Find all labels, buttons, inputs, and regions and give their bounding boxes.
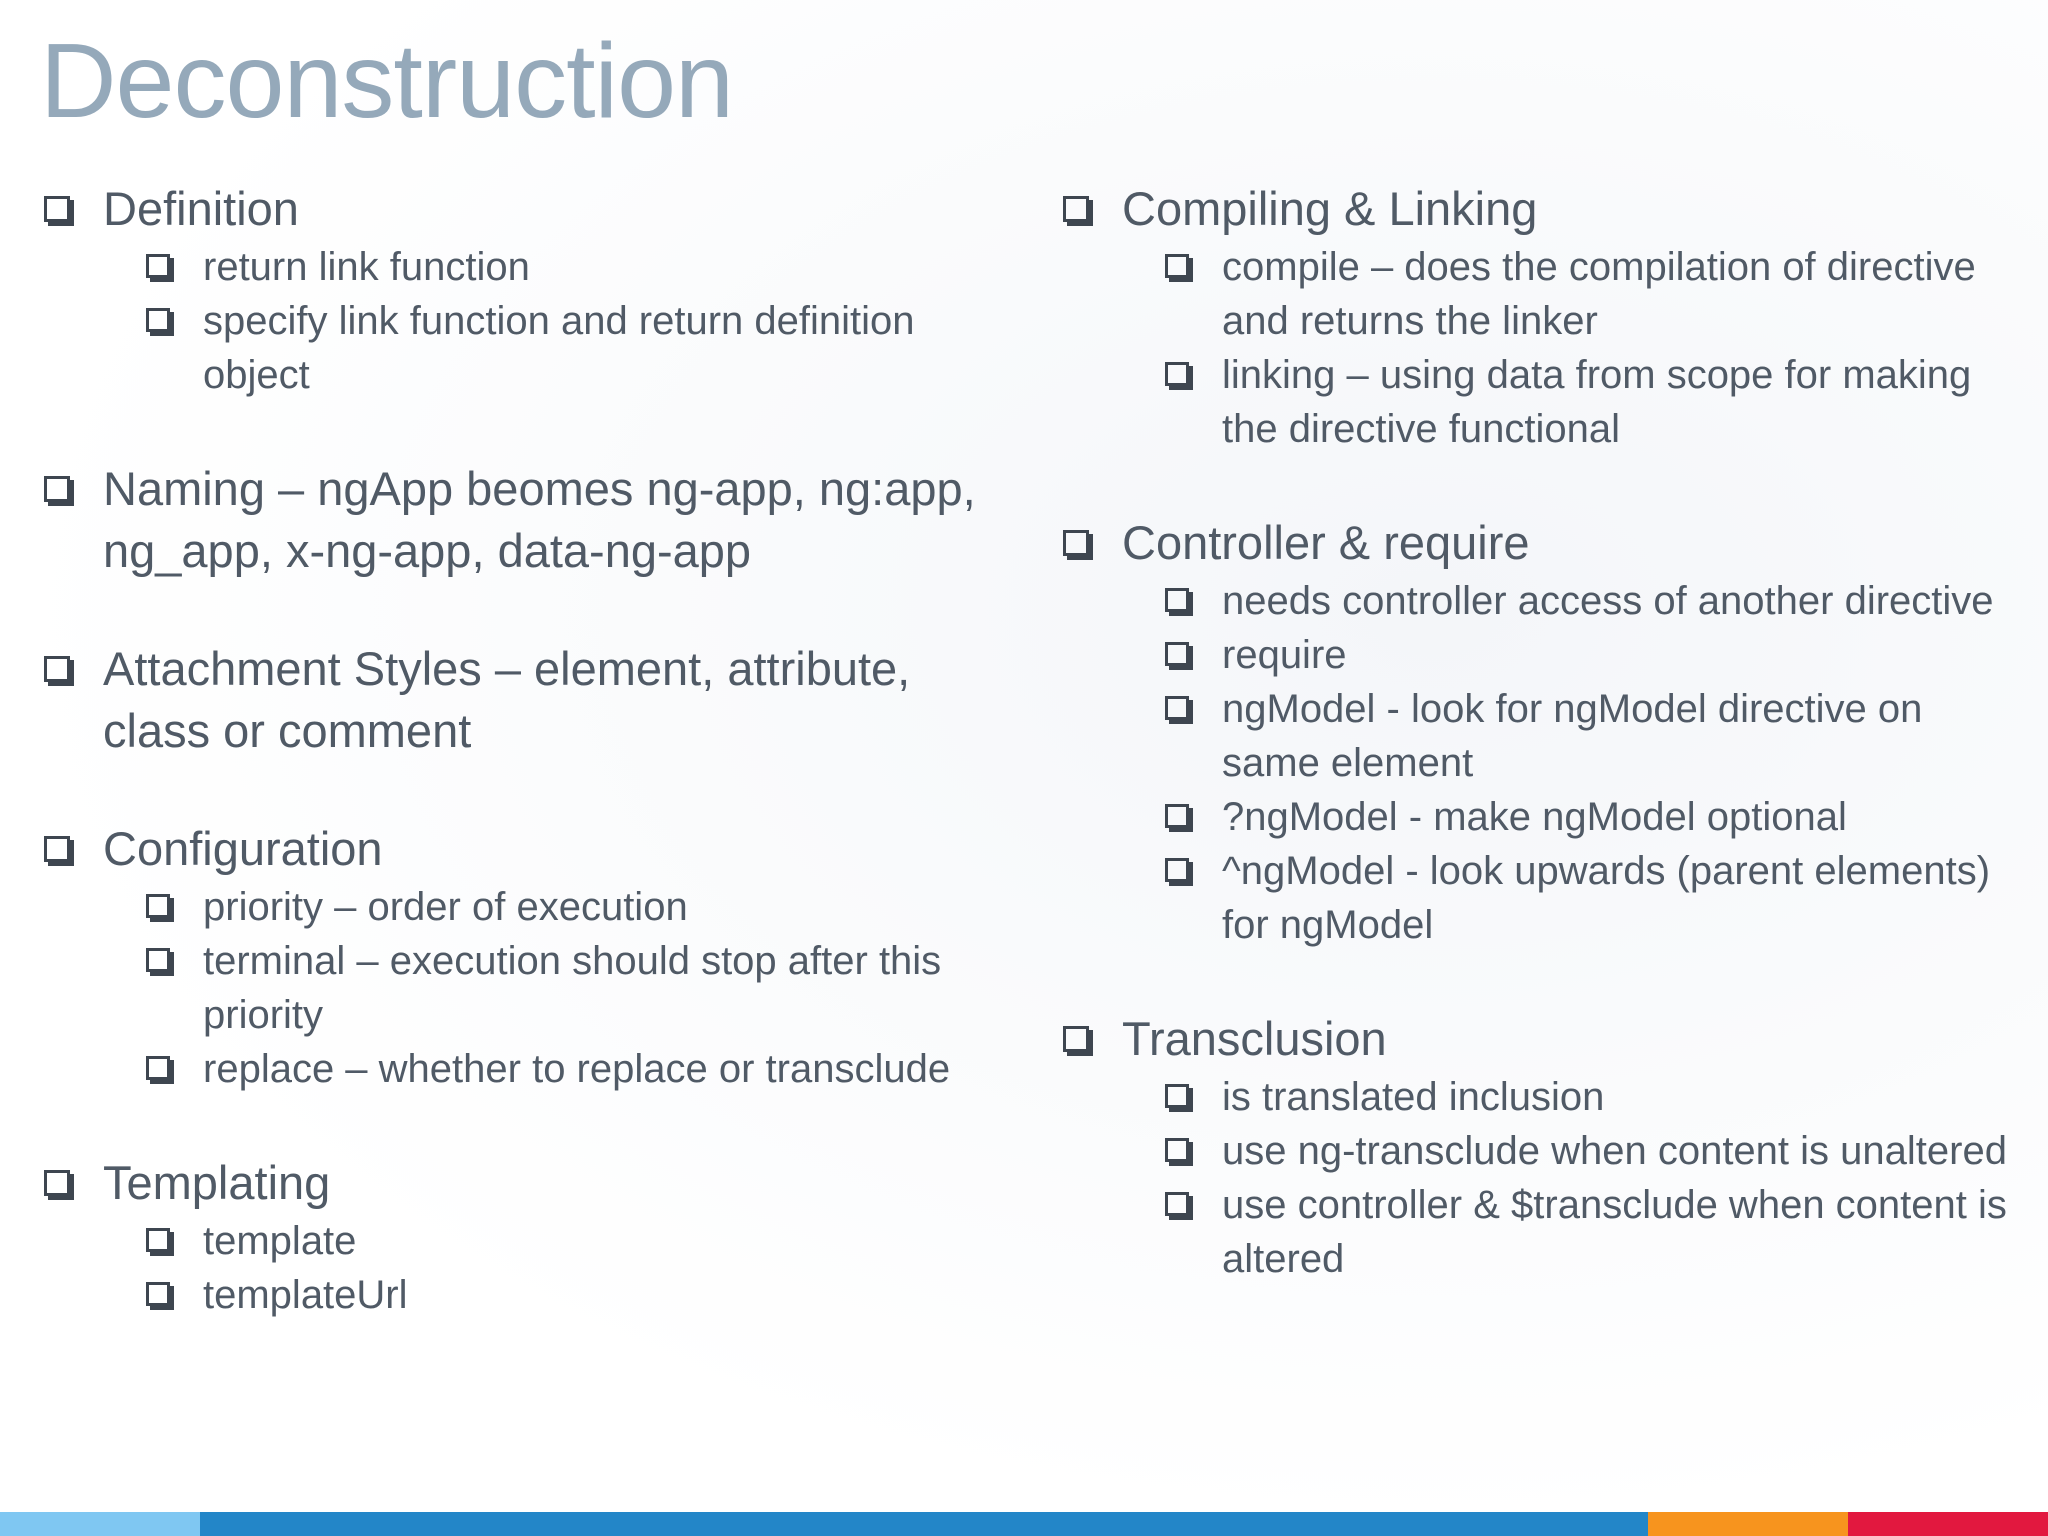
checkbox-bullet-icon <box>1063 530 1089 556</box>
slide-title: Deconstruction <box>40 22 734 140</box>
checkbox-bullet-icon <box>146 948 170 972</box>
bullet-group <box>1059 1008 2019 1286</box>
checkbox-bullet-icon <box>1165 696 1189 720</box>
sub-bullet-label: specify link function and return definition object <box>203 299 915 397</box>
bullet-item-label: Controller & require <box>1122 516 1530 569</box>
checkbox-bullet-icon <box>146 254 170 278</box>
checkbox-bullet-icon <box>146 1228 170 1252</box>
sub-bullet-item <box>1161 682 2019 790</box>
sub-bullet-label: use controller & $transclude when content is altered <box>1222 1183 2007 1281</box>
checkbox-bullet-icon <box>44 196 70 222</box>
bullet-item <box>40 458 1000 582</box>
sub-bullet-list <box>142 880 1000 1096</box>
sub-bullet-label: template <box>203 1219 357 1263</box>
checkbox-bullet-icon <box>1165 858 1189 882</box>
bullet-group <box>1059 512 2019 952</box>
sub-bullet-item <box>142 934 1000 1042</box>
sub-bullet-label: terminal – execution should stop after this priority <box>203 939 942 1037</box>
bullet-item-label: Configuration <box>103 822 383 875</box>
checkbox-bullet-icon <box>1165 1084 1189 1108</box>
sub-bullet-list <box>1161 1070 2019 1286</box>
checkbox-bullet-icon <box>1165 804 1189 828</box>
bullet-item <box>1059 178 2019 240</box>
sub-bullet-item <box>142 1214 1000 1268</box>
sub-bullet-label: ^ngModel - look upwards (parent elements) for ngModel <box>1222 849 1991 947</box>
sub-bullet-label: priority – order of execution <box>203 885 688 929</box>
footer-bar-segment-red <box>1848 1512 2048 1536</box>
sub-bullet-label: linking – using data from scope for making the directive functional <box>1222 353 1972 451</box>
checkbox-bullet-icon <box>44 656 70 682</box>
sub-bullet-item <box>1161 790 2019 844</box>
sub-bullet-label: require <box>1222 633 1347 677</box>
sub-bullet-list <box>142 240 1000 402</box>
bullet-item <box>40 1152 1000 1214</box>
bullet-item-label: Naming – ngApp beomes ng-app, ng:app, ng_app, x-ng-app, data-ng-app <box>103 462 976 577</box>
checkbox-bullet-icon <box>1165 1138 1189 1162</box>
checkbox-bullet-icon <box>1165 254 1189 278</box>
sub-bullet-label: replace – whether to replace or transclude <box>203 1047 951 1091</box>
sub-bullet-label: templateUrl <box>203 1273 408 1317</box>
checkbox-bullet-icon <box>44 836 70 862</box>
bullet-item-label: Compiling & Linking <box>1122 182 1538 235</box>
checkbox-bullet-icon <box>44 476 70 502</box>
right-column <box>1059 178 2019 1342</box>
sub-bullet-label: compile – does the compilation of directive and returns the linker <box>1222 245 1976 343</box>
bullet-item <box>1059 1008 2019 1070</box>
bullet-group <box>40 818 1000 1096</box>
sub-bullet-item <box>1161 1178 2019 1286</box>
sub-bullet-item <box>1161 628 2019 682</box>
sub-bullet-item <box>1161 844 2019 952</box>
checkbox-bullet-icon <box>1063 1026 1089 1052</box>
bullet-item <box>40 638 1000 762</box>
bullet-group <box>40 638 1000 762</box>
checkbox-bullet-icon <box>44 1170 70 1196</box>
bullet-item <box>1059 512 2019 574</box>
checkbox-bullet-icon <box>146 894 170 918</box>
footer-bar-segment-orange <box>1648 1512 1848 1536</box>
checkbox-bullet-icon <box>146 1056 170 1080</box>
sub-bullet-item <box>142 1042 1000 1096</box>
sub-bullet-label: return link function <box>203 245 530 289</box>
checkbox-bullet-icon <box>1165 642 1189 666</box>
sub-bullet-label: is translated inclusion <box>1222 1075 1605 1119</box>
footer-bar-segment-blue <box>200 1512 1648 1536</box>
bullet-item-label: Attachment Styles – element, attribute, class or comment <box>103 642 911 757</box>
sub-bullet-label: ngModel - look for ngModel directive on same element <box>1222 687 1923 785</box>
sub-bullet-item <box>1161 1124 2019 1178</box>
bullet-item-label: Templating <box>103 1156 331 1209</box>
sub-bullet-item <box>1161 574 2019 628</box>
sub-bullet-item <box>142 880 1000 934</box>
sub-bullet-item <box>1161 240 2019 348</box>
sub-bullet-item <box>142 1268 1000 1322</box>
sub-bullet-list <box>142 1214 1000 1322</box>
sub-bullet-label: use ng-transclude when content is unaltered <box>1222 1129 2007 1173</box>
checkbox-bullet-icon <box>1165 588 1189 612</box>
sub-bullet-item <box>142 240 1000 294</box>
sub-bullet-label: needs controller access of another directive <box>1222 579 1994 623</box>
sub-bullet-item <box>1161 1070 2019 1124</box>
footer-color-bar <box>0 1512 2048 1536</box>
checkbox-bullet-icon <box>1063 196 1089 222</box>
bullet-item-label: Definition <box>103 182 299 235</box>
sub-bullet-list <box>1161 240 2019 456</box>
sub-bullet-item <box>1161 348 2019 456</box>
checkbox-bullet-icon <box>146 308 170 332</box>
bullet-group <box>40 458 1000 582</box>
checkbox-bullet-icon <box>146 1282 170 1306</box>
bullet-group <box>40 178 1000 402</box>
bullet-item-label: Transclusion <box>1122 1012 1387 1065</box>
bullet-group <box>40 1152 1000 1322</box>
sub-bullet-label: ?ngModel - make ngModel optional <box>1222 795 1847 839</box>
left-column <box>40 178 1000 1378</box>
sub-bullet-item <box>142 294 1000 402</box>
footer-bar-segment-light-blue <box>0 1512 200 1536</box>
checkbox-bullet-icon <box>1165 362 1189 386</box>
bullet-item <box>40 818 1000 880</box>
bullet-group <box>1059 178 2019 456</box>
sub-bullet-list <box>1161 574 2019 952</box>
bullet-item <box>40 178 1000 240</box>
checkbox-bullet-icon <box>1165 1192 1189 1216</box>
